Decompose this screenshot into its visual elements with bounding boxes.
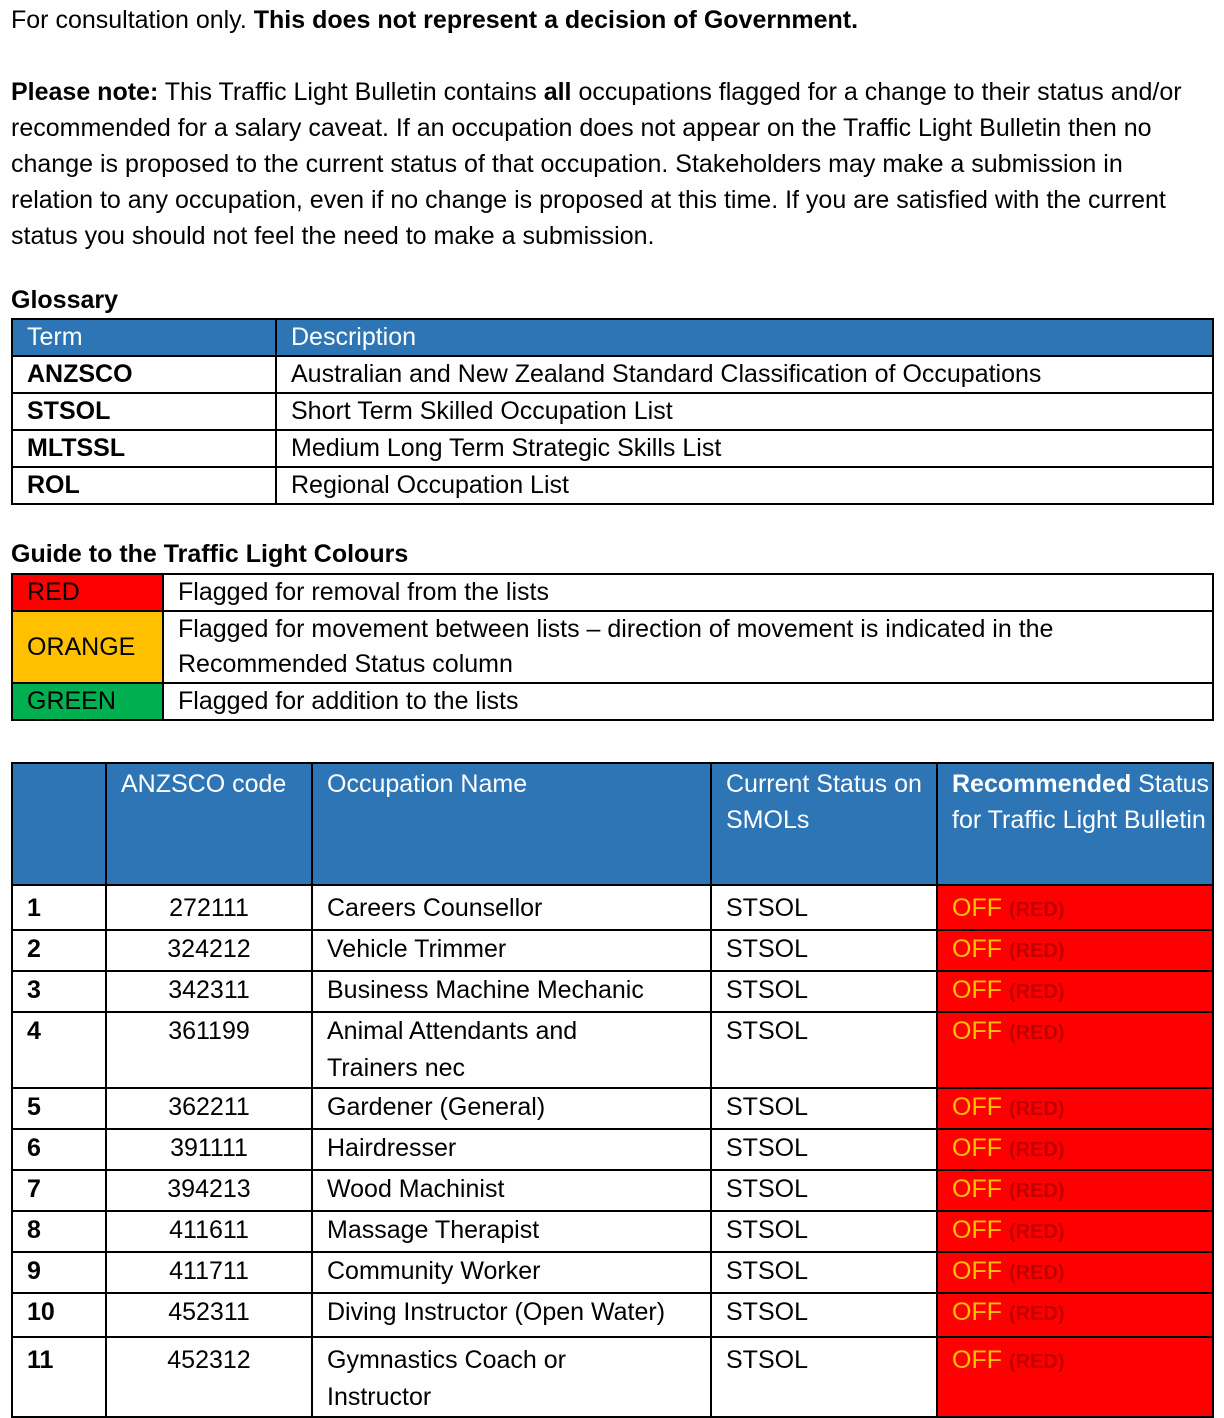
row-number: 2 [12, 930, 106, 971]
glossary-term: ROL [12, 467, 276, 504]
header-current-status: Current Status on SMOLs [711, 763, 937, 885]
anzsco-code: 394213 [106, 1170, 312, 1211]
recommended-tag: (RED) [1008, 1303, 1065, 1325]
glossary-header-description: Description [276, 319, 1213, 356]
anzsco-code: 324212 [106, 930, 312, 971]
note-text-2: occupations flagged for a change to their status and/or recommended for a salary caveat. If an occupation does not appear on the Traffic Light Bulletin then no change is proposed to the current status of that occupation. Stakeholders may make a submission in relation to any occupation, even if no change is proposed at this time. If you are satisfied with the current status you should not feel the need to make a submission. [11, 78, 1182, 250]
glossary-description: Short Term Skilled Occupation List [276, 393, 1213, 430]
glossary-description: Medium Long Term Strategic Skills List [276, 430, 1213, 467]
recommended-tag: (RED) [1008, 1180, 1065, 1202]
row-number: 9 [12, 1252, 106, 1293]
recommended-status [937, 1293, 1213, 1337]
recommended-value: OFF [952, 1298, 1002, 1326]
header-anzsco-code: ANZSCO code [106, 763, 312, 885]
current-status: STSOL [711, 1129, 937, 1170]
glossary-term: STSOL [12, 393, 276, 430]
anzsco-code: 391111 [106, 1129, 312, 1170]
guide-row-green [12, 683, 1213, 720]
note-label: Please note: [11, 78, 159, 106]
glossary-row [12, 393, 1213, 430]
recommended-status [937, 1170, 1213, 1211]
recommended-value: OFF [952, 1175, 1002, 1203]
row-number: 3 [12, 971, 106, 1012]
recommended-status [937, 930, 1213, 971]
row-number: 5 [12, 1088, 106, 1129]
header-recommended-rest: Status for Traffic Light Bulletin [952, 770, 1210, 834]
occupation-row [12, 1129, 1213, 1170]
recommended-value: OFF [952, 976, 1002, 1004]
glossary-table [11, 318, 1214, 505]
current-status: STSOL [711, 1293, 937, 1337]
glossary-term: ANZSCO [12, 356, 276, 393]
row-number: 4 [12, 1012, 106, 1088]
note-bold-word: all [543, 78, 572, 106]
recommended-status [937, 1088, 1213, 1129]
header-recommended-status [937, 763, 1213, 885]
recommended-status [937, 1012, 1213, 1088]
occupation-name: Community Worker [312, 1252, 711, 1293]
current-status: STSOL [711, 885, 937, 930]
row-number: 7 [12, 1170, 106, 1211]
header-occupation-name: Occupation Name [312, 763, 711, 885]
occupation-row [12, 1211, 1213, 1252]
glossary-row [12, 467, 1213, 504]
current-status: STSOL [711, 1088, 937, 1129]
recommended-status [937, 1252, 1213, 1293]
occupation-name: Business Machine Mechanic [312, 971, 711, 1012]
occupation-row [12, 1293, 1213, 1337]
anzsco-code: 342311 [106, 971, 312, 1012]
recommended-value: OFF [952, 1216, 1002, 1244]
recommended-value: OFF [952, 1257, 1002, 1285]
anzsco-code: 362211 [106, 1088, 312, 1129]
anzsco-code: 361199 [106, 1012, 312, 1088]
glossary-row [12, 356, 1213, 393]
glossary-header-term: Term [12, 319, 276, 356]
occupation-row [12, 1088, 1213, 1129]
guide-row-red [12, 574, 1213, 611]
occupations-table [11, 762, 1214, 1418]
row-number: 1 [12, 885, 106, 930]
disclaimer-text: This does not represent a decision of Government. [253, 6, 859, 34]
recommended-tag: (RED) [1008, 1098, 1065, 1120]
recommended-tag: (RED) [1008, 899, 1065, 921]
occupation-name: Hairdresser [312, 1129, 711, 1170]
occupation-name: Gymnastics Coach or Instructor [312, 1337, 711, 1417]
recommended-tag: (RED) [1008, 1022, 1065, 1044]
glossary-description: Regional Occupation List [276, 467, 1213, 504]
guide-description-orange: Flagged for movement between lists – direction of movement is indicated in the Recommended Status column [163, 611, 1213, 683]
anzsco-code: 452312 [106, 1337, 312, 1417]
current-status: STSOL [711, 1170, 937, 1211]
recommended-status [937, 885, 1213, 930]
current-status: STSOL [711, 930, 937, 971]
recommended-value: OFF [952, 894, 1002, 922]
recommended-value: OFF [952, 1017, 1002, 1045]
consultation-text: For consultation only. [11, 6, 247, 34]
occupation-name: Careers Counsellor [312, 885, 711, 930]
note-text-1: This Traffic Light Bulletin contains [164, 78, 537, 106]
recommended-value: OFF [952, 1134, 1002, 1162]
guide-description-green: Flagged for addition to the lists [163, 683, 1213, 720]
glossary-row [12, 430, 1213, 467]
row-number: 10 [12, 1293, 106, 1337]
occupation-row [12, 885, 1213, 930]
recommended-status [937, 971, 1213, 1012]
consultation-notice [11, 6, 858, 35]
glossary-description: Australian and New Zealand Standard Classification of Occupations [276, 356, 1213, 393]
header-recommended-bold: Recommended [952, 770, 1132, 798]
glossary-header-row [12, 319, 1213, 356]
guide-label-red: RED [12, 574, 163, 611]
recommended-status [937, 1129, 1213, 1170]
recommended-tag: (RED) [1008, 1221, 1065, 1243]
recommended-tag: (RED) [1008, 1262, 1065, 1284]
current-status: STSOL [711, 1337, 937, 1417]
recommended-value: OFF [952, 1093, 1002, 1121]
current-status: STSOL [711, 971, 937, 1012]
anzsco-code: 452311 [106, 1293, 312, 1337]
occupation-row [12, 930, 1213, 971]
recommended-status [937, 1337, 1213, 1417]
guide-label-green: GREEN [12, 683, 163, 720]
anzsco-code: 411611 [106, 1211, 312, 1252]
anzsco-code: 272111 [106, 885, 312, 930]
recommended-tag: (RED) [1008, 981, 1065, 1003]
occupation-name: Wood Machinist [312, 1170, 711, 1211]
recommended-value: OFF [952, 935, 1002, 963]
occupation-row [12, 1252, 1213, 1293]
guide-row-orange [12, 611, 1213, 683]
glossary-heading: Glossary [11, 286, 119, 314]
occupation-name: Animal Attendants and Trainers nec [312, 1012, 711, 1088]
anzsco-code: 411711 [106, 1252, 312, 1293]
occupation-row [12, 1170, 1213, 1211]
occupation-name: Gardener (General) [312, 1088, 711, 1129]
occupation-name: Massage Therapist [312, 1211, 711, 1252]
occupation-row [12, 1337, 1213, 1417]
occupation-name: Vehicle Trimmer [312, 930, 711, 971]
recommended-value: OFF [952, 1346, 1002, 1374]
guide-description-red: Flagged for removal from the lists [163, 574, 1213, 611]
occupation-name: Diving Instructor (Open Water) [312, 1293, 711, 1337]
glossary-term: MLTSSL [12, 430, 276, 467]
occupation-row [12, 971, 1213, 1012]
occupation-row [12, 1012, 1213, 1088]
recommended-status [937, 1211, 1213, 1252]
current-status: STSOL [711, 1211, 937, 1252]
traffic-light-guide-heading: Guide to the Traffic Light Colours [11, 540, 409, 568]
header-number [12, 763, 106, 885]
row-number: 8 [12, 1211, 106, 1252]
current-status: STSOL [711, 1012, 937, 1088]
occupations-header-row [12, 763, 1213, 885]
row-number: 11 [12, 1337, 106, 1417]
please-note-paragraph [11, 74, 1206, 254]
guide-label-orange: ORANGE [12, 611, 163, 683]
recommended-tag: (RED) [1008, 1139, 1065, 1161]
recommended-tag: (RED) [1008, 1351, 1065, 1373]
row-number: 6 [12, 1129, 106, 1170]
traffic-light-guide-table [11, 573, 1214, 721]
recommended-tag: (RED) [1008, 940, 1065, 962]
current-status: STSOL [711, 1252, 937, 1293]
